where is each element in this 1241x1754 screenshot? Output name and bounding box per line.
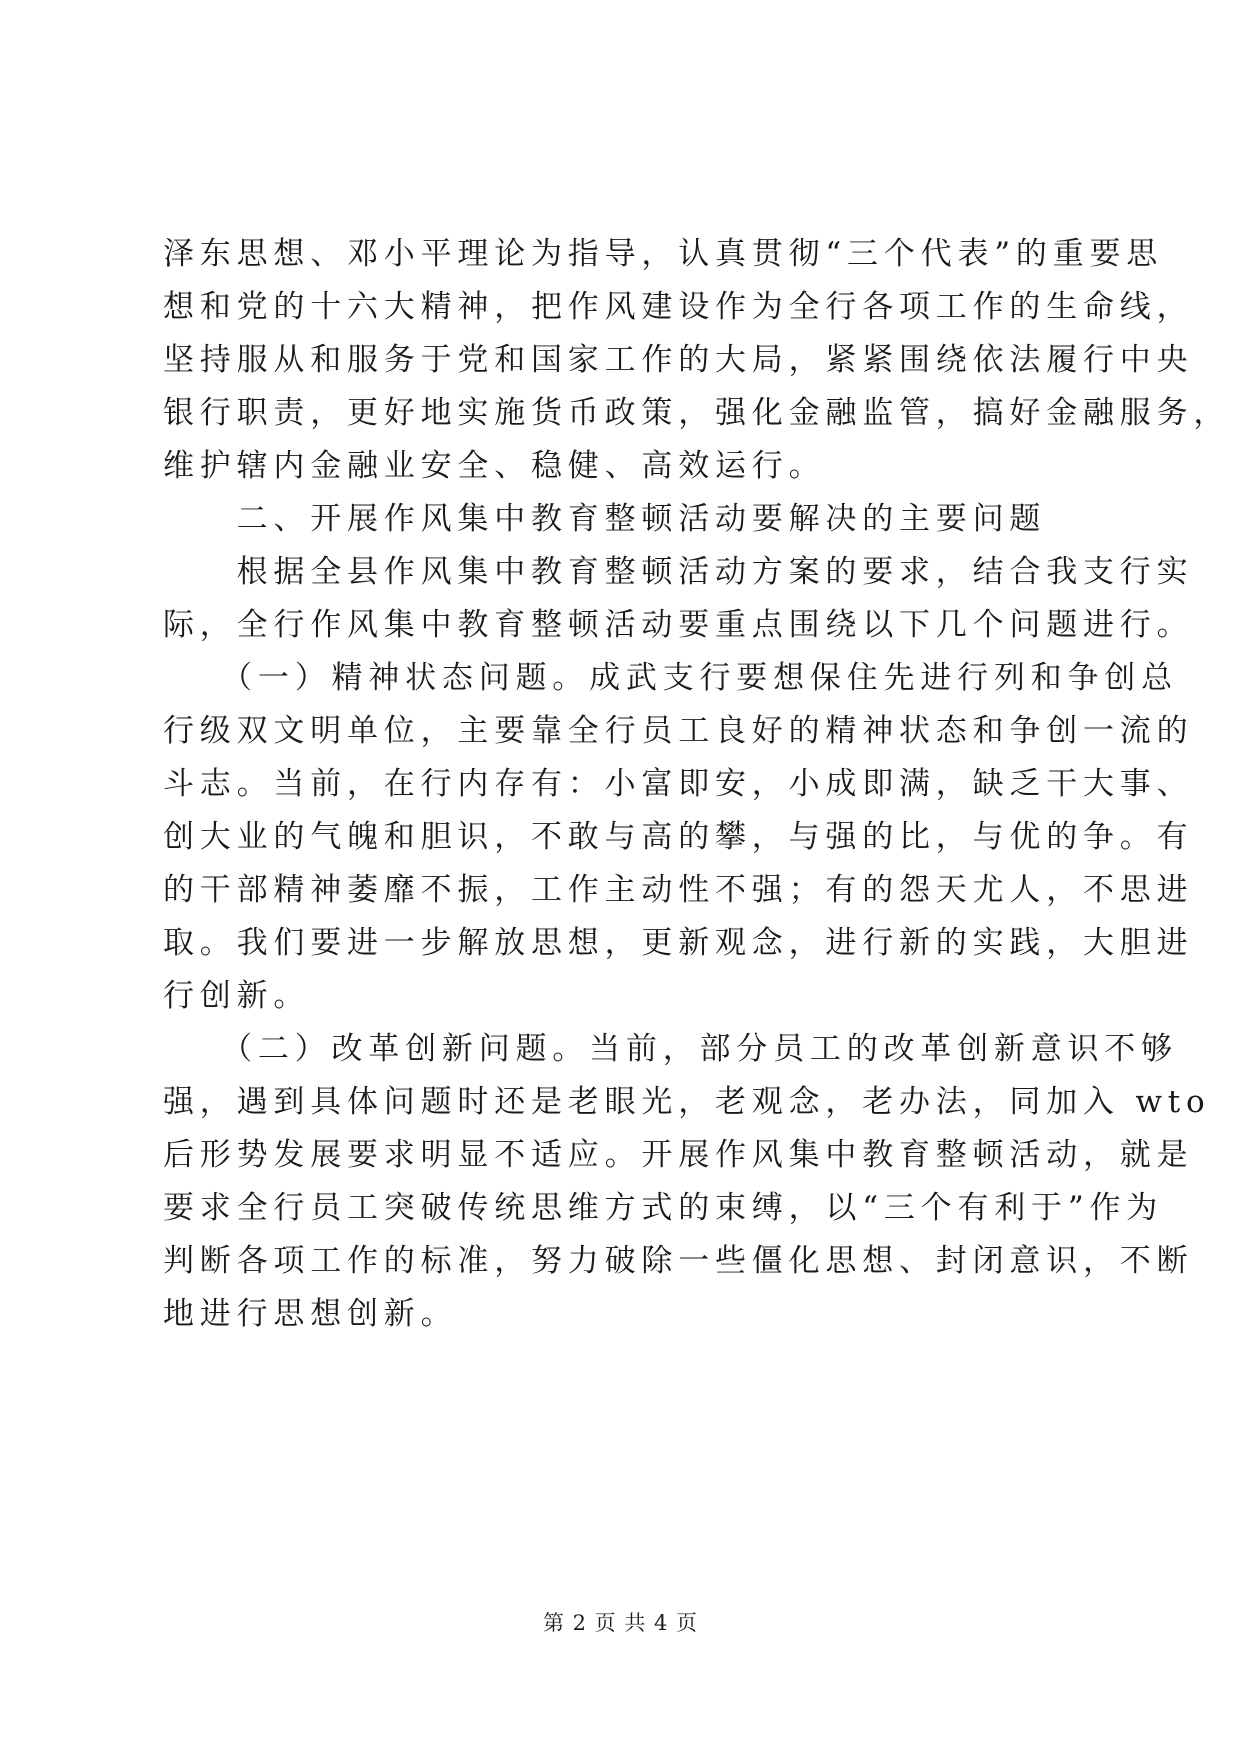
text-line: 取。我们要进一步解放思想，更新观念，进行新的实践，大胆进 bbox=[163, 925, 1194, 961]
text-line: 维护辖内金融业安全、稳健、高效运行。 bbox=[163, 448, 826, 484]
section-heading: 二、开展作风集中教育整顿活动要解决的主要问题 bbox=[163, 501, 1047, 537]
page-number: 第 2 页 共 4 页 bbox=[542, 1611, 699, 1635]
text-line: 地进行思想创新。 bbox=[163, 1296, 458, 1332]
text-line: 斗志。当前，在行内存有：小富即安，小成即满，缺乏干大事、 bbox=[163, 766, 1194, 802]
page-footer bbox=[0, 1607, 1241, 1637]
text-line: （二）改革创新问题。当前，部分员工的改革创新意识不够 bbox=[163, 1031, 1178, 1067]
text-line: 的干部精神萎靡不振，工作主动性不强；有的怨天尤人，不思进 bbox=[163, 872, 1194, 908]
text-line: 创大业的气魄和胆识，不敢与高的攀，与强的比，与优的争。有 bbox=[163, 819, 1194, 855]
text-line: 行级双文明单位，主要靠全行员工良好的精神状态和争创一流的 bbox=[163, 713, 1194, 749]
text-line: 后形势发展要求明显不适应。开展作风集中教育整顿活动，就是 bbox=[163, 1137, 1194, 1173]
body-text bbox=[163, 228, 1231, 1341]
text-line: 际，全行作风集中教育整顿活动要重点围绕以下几个问题进行。 bbox=[163, 607, 1194, 643]
text-line: 泽东思想、邓小平理论为指导，认真贯彻“三个代表”的重要思 bbox=[163, 236, 1164, 272]
text-line: 行创新。 bbox=[163, 978, 311, 1014]
text-line: 坚持服从和服务于党和国家工作的大局，紧紧围绕依法履行中央 bbox=[163, 342, 1194, 378]
text-line: 想和党的十六大精神，把作风建设作为全行各项工作的生命线， bbox=[163, 289, 1194, 325]
text-line: 要求全行员工突破传统思维方式的束缚，以“三个有利于”作为 bbox=[163, 1190, 1164, 1226]
text-line: 判断各项工作的标准，努力破除一些僵化思想、封闭意识，不断 bbox=[163, 1243, 1194, 1279]
text-line: 根据全县作风集中教育整顿活动方案的要求，结合我支行实 bbox=[163, 554, 1194, 590]
text-line: 银行职责，更好地实施货币政策，强化金融监管，搞好金融服务， bbox=[163, 395, 1231, 431]
text-line: （一）精神状态问题。成武支行要想保住先进行列和争创总 bbox=[163, 660, 1178, 696]
text-line: 强，遇到具体问题时还是老眼光，老观念，老办法，同加入 wto bbox=[163, 1084, 1211, 1120]
